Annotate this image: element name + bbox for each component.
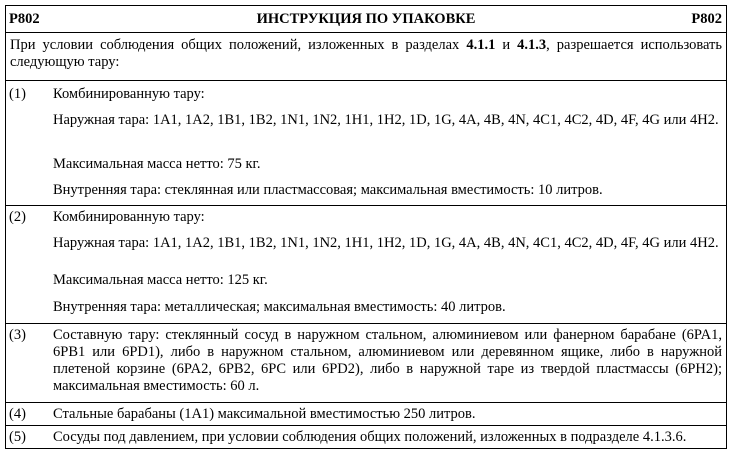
max-net-mass: Максимальная масса нетто: 75 кг. (53, 156, 261, 172)
composite-packaging: Составную тару: стеклянный сосуд в наружном стальном, алюминиевом или фанерном барабане (6PA1, 6PB1 или 6PD1), либо в наружном стальном, алюминиевом или деревянном ящике, либо в наружной плетеной корзине (6PA2, 6PB2, 6PC или 6PD2), либо в наружной таре из твердой пластмассы (6PH2); максимальная вместимость: 60 л. (53, 327, 722, 394)
item-number: (5) (9, 429, 26, 445)
item-row-5 (6, 426, 726, 448)
intro-text-c: , разрешается использовать следующую тару: (10, 37, 722, 70)
item-number: (4) (9, 406, 26, 422)
item-row-2 (6, 206, 726, 324)
section-ref-4-1-3: 4.1.3 (517, 37, 547, 53)
intro-text-a: При условии соблюдения общих положений, изложенных в разделах (10, 37, 467, 53)
packaging-type: Комбинированную тару: (53, 86, 205, 102)
packing-instruction-table (5, 5, 727, 449)
instruction-title: ИНСТРУКЦИЯ ПО УПАКОВКЕ (256, 11, 476, 27)
outer-packaging: Наружная тара: 1A1, 1A2, 1B1, 1B2, 1N1, 1N2, 1H1, 1H2, 1D, 1G, 4A, 4B, 4N, 4C1, 4C2, 4D, 4F, 4G или 4H2. (53, 112, 719, 128)
instruction-code-right: P802 (691, 11, 722, 27)
intro-text-b: и (495, 37, 518, 53)
packaging-type: Комбинированную тару: (53, 209, 205, 225)
item-row-3 (6, 324, 726, 403)
header-row (6, 6, 726, 33)
section-ref-4-1-1: 4.1.1 (466, 37, 496, 53)
instruction-code-left: P802 (9, 11, 40, 27)
inner-packaging: Внутренняя тара: металлическая; максимальная вместимость: 40 литров. (53, 299, 506, 315)
max-net-mass: Максимальная масса нетто: 125 кг. (53, 272, 268, 288)
steel-drums: Стальные барабаны (1A1) максимальной вместимостью 250 литров. (53, 406, 476, 422)
item-row-1 (6, 81, 726, 206)
outer-packaging: Наружная тара: 1A1, 1A2, 1B1, 1B2, 1N1, 1N2, 1H1, 1H2, 1D, 1G, 4A, 4B, 4N, 4C1, 4C2, 4D, 4F, 4G или 4H2. (53, 235, 719, 251)
intro-paragraph (6, 33, 726, 81)
item-row-4 (6, 403, 726, 426)
item-number: (1) (9, 86, 26, 102)
inner-packaging: Внутренняя тара: стеклянная или пластмассовая; максимальная вместимость: 10 литров. (53, 182, 603, 198)
item-number: (2) (9, 209, 26, 225)
pressure-receptacles: Сосуды под давлением, при условии соблюдения общих положений, изложенных в подразделе 4.1.3.6. (53, 429, 687, 445)
item-number: (3) (9, 327, 26, 343)
